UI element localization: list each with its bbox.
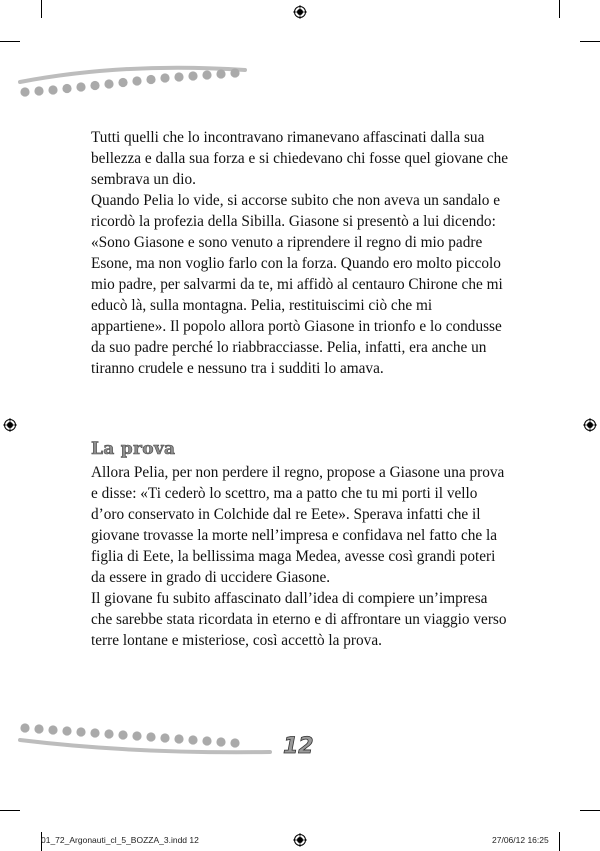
registration-mark-icon xyxy=(583,418,597,432)
page-number: 12 xyxy=(283,734,314,759)
registration-mark-icon xyxy=(3,418,17,432)
dotted-swoosh-decoration xyxy=(15,62,250,102)
crop-mark xyxy=(580,810,600,811)
crop-mark xyxy=(41,0,42,18)
slug-filename: 01_72_Argonauti_cl_5_BOZZA_3.indd 12 xyxy=(41,835,199,845)
crop-mark xyxy=(559,0,560,18)
paragraph: Tutti quelli che lo incontravano rimanevano affascinati dalla sua bellezza e dalla sua forza e si chiedevano chi fosse quel giovane che sembrava un dio. xyxy=(91,129,509,188)
slug-datetime: 27/06/12 16:25 xyxy=(492,835,549,845)
crop-mark xyxy=(0,810,20,811)
body-text-bottom xyxy=(91,462,511,651)
registration-mark-icon xyxy=(293,833,307,847)
crop-mark xyxy=(0,41,20,42)
crop-mark xyxy=(580,41,600,42)
body-text-top xyxy=(91,127,511,379)
paragraph: Allora Pelia, per non perdere il regno, propose a Giasone una prova e disse: «Ti cederò lo scettro, ma a patto che tu mi porti il vello d’oro conservato in Colchide dal re Eete». Sperava infatti che il giovane trovasse la morte nell’impresa e confidava nel fatto che la figlia di Eete, la bellissima maga Medea, avesse così grandi poteri da essere in grado di uccidere Giasone. xyxy=(91,464,505,586)
crop-mark xyxy=(559,832,560,851)
section-heading: La prova xyxy=(91,439,176,459)
registration-mark-icon xyxy=(293,5,307,19)
dotted-swoosh-decoration xyxy=(15,716,275,756)
paragraph: Il giovane fu subito affascinato dall’idea di compiere un’impresa che sarebbe stata ricordata in eterno e di affrontare un viaggio verso terre lontane e misteriose, così accettò la prova. xyxy=(91,590,507,649)
paragraph: Quando Pelia lo vide, si accorse subito che non aveva un sandalo e ricordò la profezia della Sibilla. Giasone si presentò a lui dicendo: «Sono Giasone e sono venuto a riprendere il regno di mio padre Esone, ma non voglio farlo con la forza. Quando ero molto piccolo mio padre, per salvarmi da te, mi affidò al centauro Chirone che mi educò là, sulla montagna. Pelia, restituiscimi ciò che mi appartiene». Il popolo allora portò Giasone in trionfo e lo condusse da suo padre perché lo riabbracciasse. Pelia, infatti, era anche un tiranno crudele e nessuno tra i sudditi lo amava. xyxy=(91,192,503,377)
